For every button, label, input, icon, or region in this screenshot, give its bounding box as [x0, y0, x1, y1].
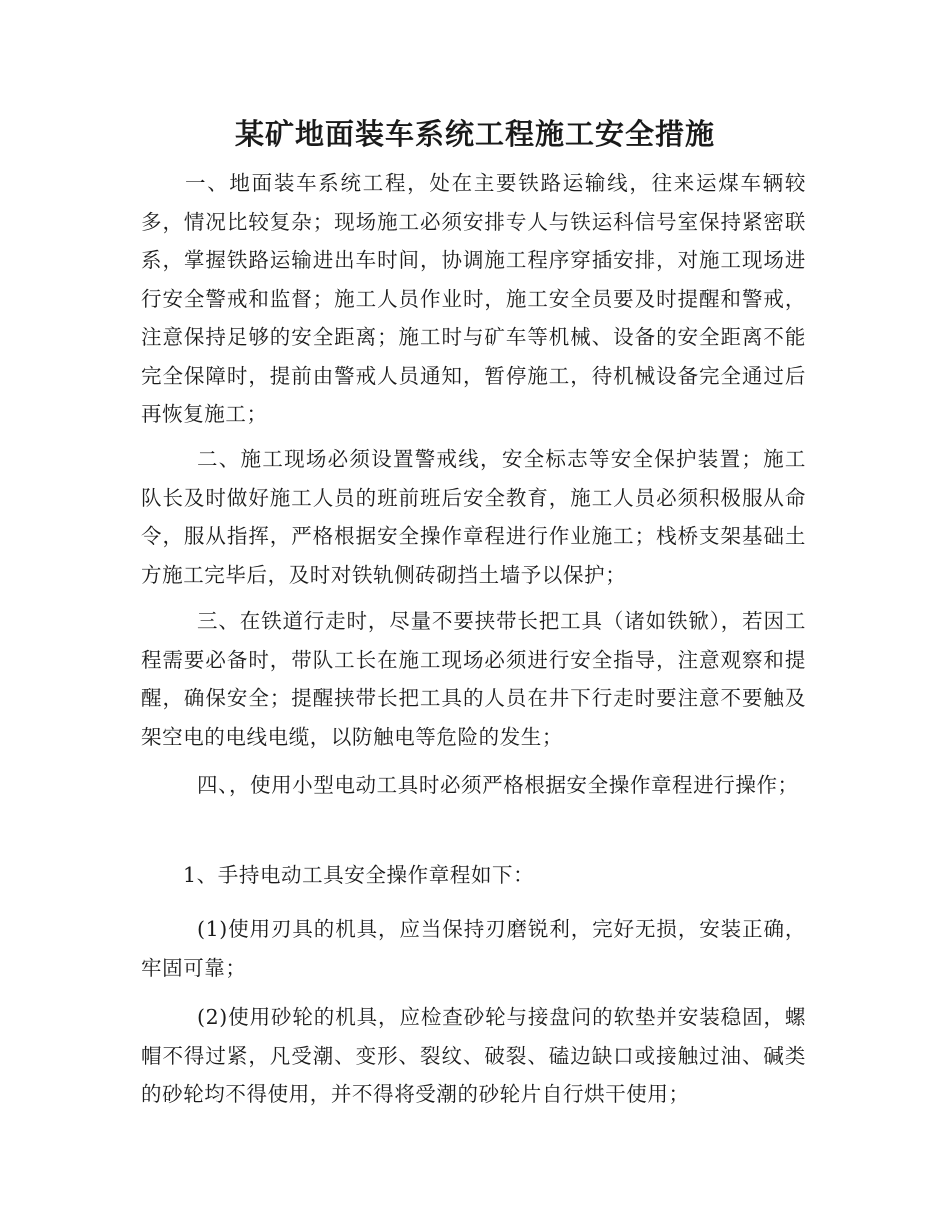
- paragraph-railway-walking: 三、在铁道行走时，尽量不要挟带长把工具（诸如铁锨），若因工程需要必备时，带队工长在施工现场必须进行安全指导，注意观察和提醒，确保安全；提醒挟带长把工具的人员在井下行走时要注意不要触及架空电的电线电缆，以防触电等危险的发生；: [141, 609, 806, 749]
- paragraph-grinding-wheel: (2)使用砂轮的机具，应检查砂轮与接盘问的软垫并安装稳固，螺帽不得过紧，凡受潮、变形、裂纹、破裂、磕边缺口或接触过油、碱类的砂轮均不得使用，并不得将受潮的砂轮片自行烘干使用；: [141, 1005, 806, 1106]
- paragraph-cutting-tools: (1)使用刃具的机具，应当保持刃磨锐利，完好无损，安装正确，牢固可靠；: [141, 917, 806, 980]
- paragraph-safety-contact: 一、地面装车系统工程，处在主要铁路运输线，往来运煤车辆较多，情况比较复杂；现场施工必须安排专人与铁运科信号室保持紧密联系，掌握铁路运输进出车时间，协调施工程序穿插安排，对施工现场进行安全警戒和监督；施工人员作业时，施工安全员要及时提醒和警戒，注意保持足够的安全距离；施工时与矿车等机械、设备的安全距离不能完全保障时，提前由警戒人员通知，暂停施工，待机械设备完全通过后再恢复施工；: [141, 171, 806, 426]
- document-title: 某矿地面装车系统工程施工安全措施: [234, 117, 715, 151]
- paragraph-power-tools: 四、，使用小型电动工具时必须严格根据安全操作章程进行操作；: [197, 773, 799, 797]
- paragraph-handheld-tools-heading: 1、手持电动工具安全操作章程如下：: [183, 863, 535, 887]
- paragraph-warning-line: 二、施工现场必须设置警戒线，安全标志等安全保护装置；施工队长及时做好施工人员的班前班后安全教育，施工人员必须积极服从命令，服从指挥，严格根据安全操作章程进行作业施工；栈桥支架基础土方施工完毕后，及时对铁轨侧砖砌挡土墙予以保护；: [141, 447, 806, 587]
